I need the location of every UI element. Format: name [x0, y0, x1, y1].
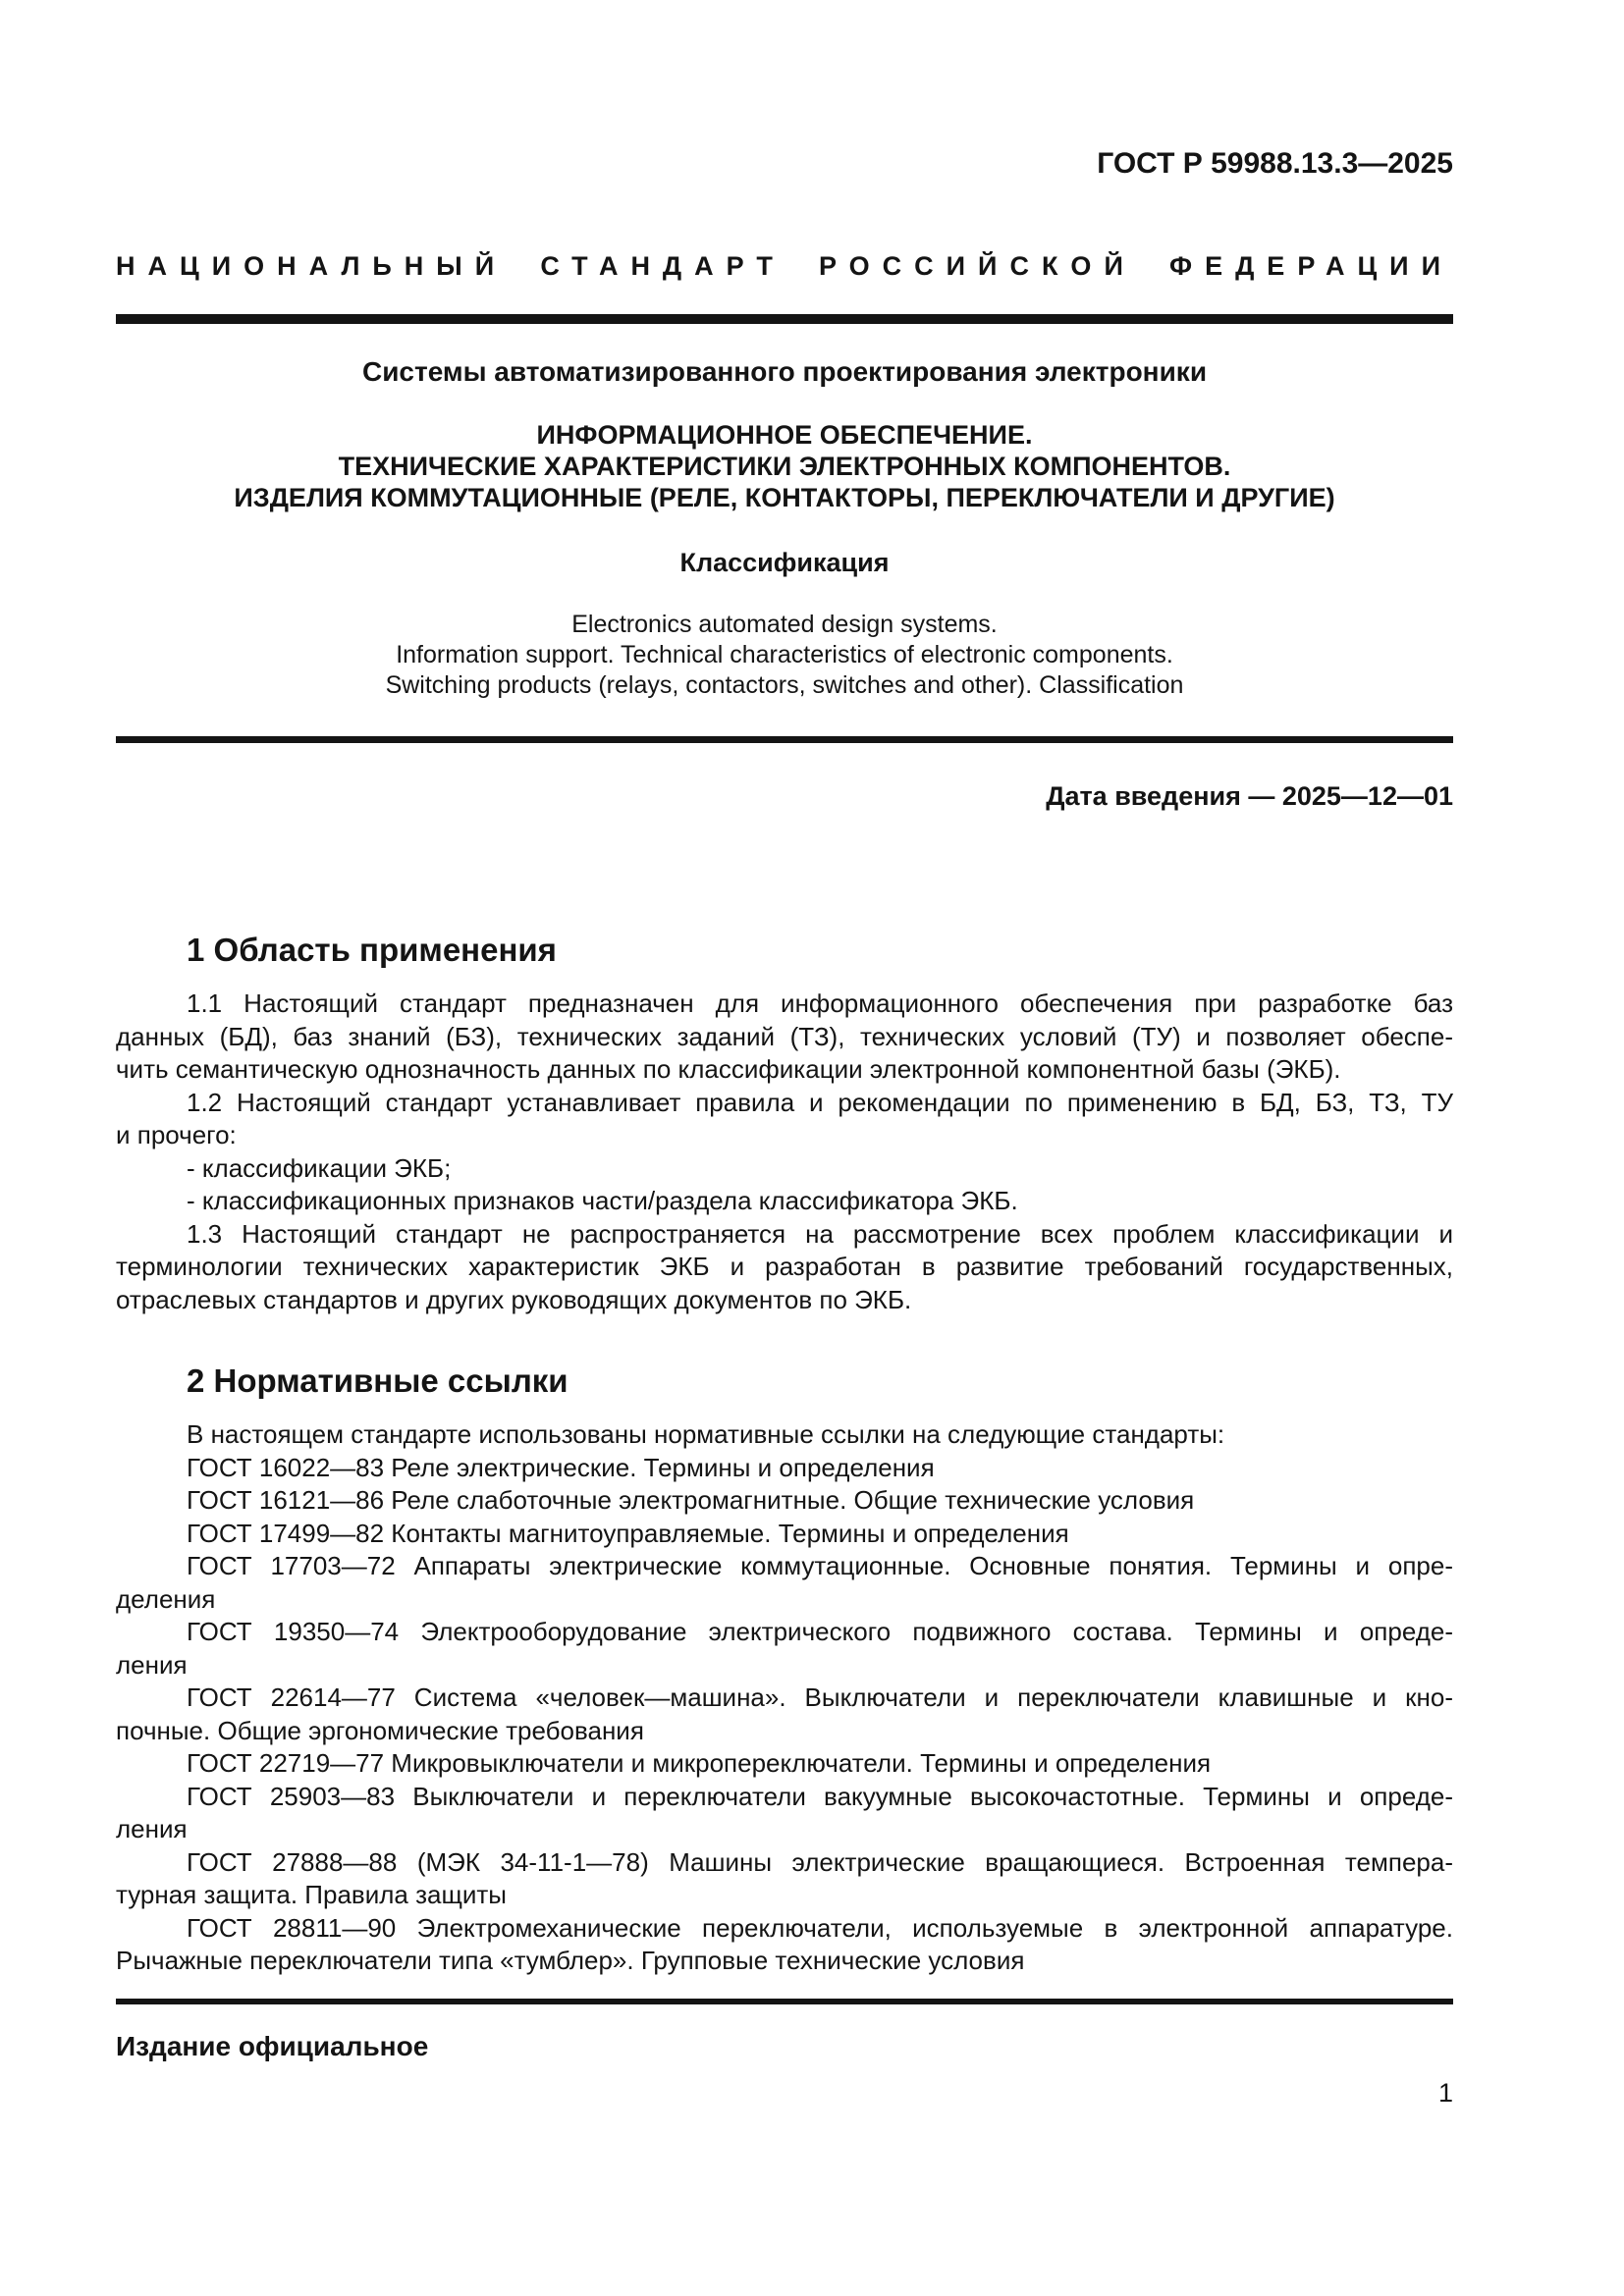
text-line: ИНФОРМАЦИОННОЕ ОБЕСПЕЧЕНИЕ.: [536, 420, 1033, 450]
doc-code: ГОСТ Р 59988.13.3—2025: [1097, 147, 1453, 180]
text-line: 1.1 Настоящий стандарт предназначен для информационного обеспечения при разработке баз: [187, 988, 1453, 1018]
paragraph: [116, 1152, 1453, 1186]
paragraph: [116, 1550, 1453, 1616]
document-footer: [116, 1999, 1453, 2109]
text-line: ГОСТ 19350—74 Электрооборудование электрического подвижного состава. Термины и опреде-: [187, 1617, 1453, 1646]
text-line: ления: [116, 1814, 188, 1843]
effective-date: Дата введения — 2025—12—01: [1046, 781, 1453, 811]
text-line: ТЕХНИЧЕСКИЕ ХАРАКТЕРИСТИКИ ЭЛЕКТРОННЫХ КОМПОНЕНТОВ.: [338, 452, 1231, 481]
text-line: ГОСТ 22719—77 Микровыключатели и микропереключатели. Термины и определения: [187, 1748, 1212, 1778]
document-section: [116, 931, 1453, 1316]
paragraph: [116, 1218, 1453, 1317]
paragraph: [116, 1912, 1453, 1978]
page-number: 1: [1437, 2077, 1453, 2108]
title-group-ru: Системы автоматизированного проектирования электроники: [361, 356, 1208, 387]
text-line: почные. Общие эргономические требования: [116, 1715, 644, 1745]
divider-rule-bottom: [116, 1999, 1453, 2004]
text-line: ГОСТ 16022—83 Реле электрические. Термины и определения: [187, 1452, 935, 1482]
text-line: ления: [116, 1649, 188, 1680]
text-line: 1.3 Настоящий стандарт не распространяется на рассмотрение всех проблем классификации и: [187, 1218, 1453, 1249]
text-line: ГОСТ 17703—72 Аппараты электрические коммутационные. Основные понятия. Термины и опре-: [187, 1551, 1453, 1580]
text-line: турная защита. Правила защиты: [116, 1880, 507, 1909]
text-line: деления: [116, 1583, 216, 1614]
text-line: ГОСТ 25903—83 Выключатели и переключатели вакуумные высокочастотные. Термины и опреде-: [187, 1781, 1453, 1811]
paragraph: [116, 1452, 1453, 1485]
divider-rule-mid: [116, 736, 1453, 743]
text-line: - классификационных признаков части/раздела классификатора ЭКБ.: [187, 1186, 1018, 1215]
text-line: Рычажные переключатели типа «тумблер». Групповые технические условия: [116, 1946, 1025, 1975]
paragraph: [116, 1518, 1453, 1551]
title-subtitle: Классификация: [679, 548, 890, 577]
paragraph: [116, 1087, 1453, 1152]
text-line: ГОСТ 27888—88 (МЭК 34-11-1—78) Машины электрические вращающиеся. Встроенная темпера-: [187, 1846, 1453, 1877]
title-main-ru: [116, 419, 1453, 513]
text-line: ГОСТ 22614—77 Система «человек—машина». Выключатели и переключатели клавишные и кно-: [187, 1682, 1453, 1712]
text-line: 1.2 Настоящий стандарт устанавливает правила и рекомендации по применению в БД, БЗ, ТЗ, ТУ: [187, 1087, 1453, 1117]
title-english: [116, 610, 1453, 701]
text-line: и прочего:: [116, 1120, 237, 1149]
document-section: [116, 1362, 1453, 1978]
document-header: [116, 147, 1453, 324]
text-line: ИЗДЕЛИЯ КОММУТАЦИОННЫЕ (РЕЛЕ, КОНТАКТОРЫ, ПЕРЕКЛЮЧАТЕЛИ И ДРУГИЕ): [234, 483, 1335, 512]
text-line: Switching products (relays, contactors, switches and other). Classification: [385, 671, 1184, 699]
paragraph: [116, 988, 1453, 1087]
text-line: В настоящем стандарте использованы нормативные ссылки на следующие стандарты:: [187, 1419, 1225, 1449]
paragraph: [116, 1747, 1453, 1781]
text-line: чить семантическую однозначность данных по классификации электронной компонентной базы (ЭКБ).: [116, 1054, 1341, 1084]
paragraph: [116, 1418, 1453, 1452]
section-heading: 1 Область применения: [187, 932, 557, 968]
text-line: Information support. Technical characteristics of electronic components.: [396, 641, 1173, 668]
paragraph: [116, 1616, 1453, 1682]
document-body: [116, 931, 1453, 1978]
text-line: ГОСТ 16121—86 Реле слаботочные электромагнитные. Общие технические условия: [187, 1485, 1195, 1515]
section-heading: 2 Нормативные ссылки: [187, 1362, 568, 1399]
standard-type-banner: НАЦИОНАЛЬНЫЙ СТАНДАРТ РОССИЙСКОЙ ФЕДЕРАЦИИ: [116, 251, 1453, 281]
section-body: [116, 1418, 1453, 1978]
paragraph: [116, 1484, 1453, 1518]
text-line: ГОСТ 17499—82 Контакты магнитоуправляемые. Термины и определения: [187, 1518, 1069, 1548]
paragraph: [116, 1185, 1453, 1218]
text-line: данных (БД), баз знаний (БЗ), технических заданий (ТЗ), технических условий (ТУ) и позволяет обеспе-: [116, 1021, 1453, 1051]
divider-rule-top: [116, 314, 1453, 324]
section-body: [116, 988, 1453, 1316]
paragraph: [116, 1682, 1453, 1747]
text-line: Electronics automated design systems.: [571, 611, 998, 638]
paragraph: [116, 1846, 1453, 1912]
title-block: [116, 355, 1453, 701]
text-line: - классификации ЭКБ;: [187, 1152, 452, 1183]
paragraph: [116, 1781, 1453, 1846]
edition-note: Издание официальное: [116, 2030, 429, 2061]
text-line: отраслевых стандартов и других руководящих документов по ЭКБ.: [116, 1284, 912, 1314]
text-line: терминологии технических характеристик ЭКБ и разработан в развитие требований государственных,: [116, 1252, 1453, 1281]
text-line: ГОСТ 28811—90 Электромеханические переключатели, используемые в электронной аппаратуре.: [187, 1912, 1453, 1943]
